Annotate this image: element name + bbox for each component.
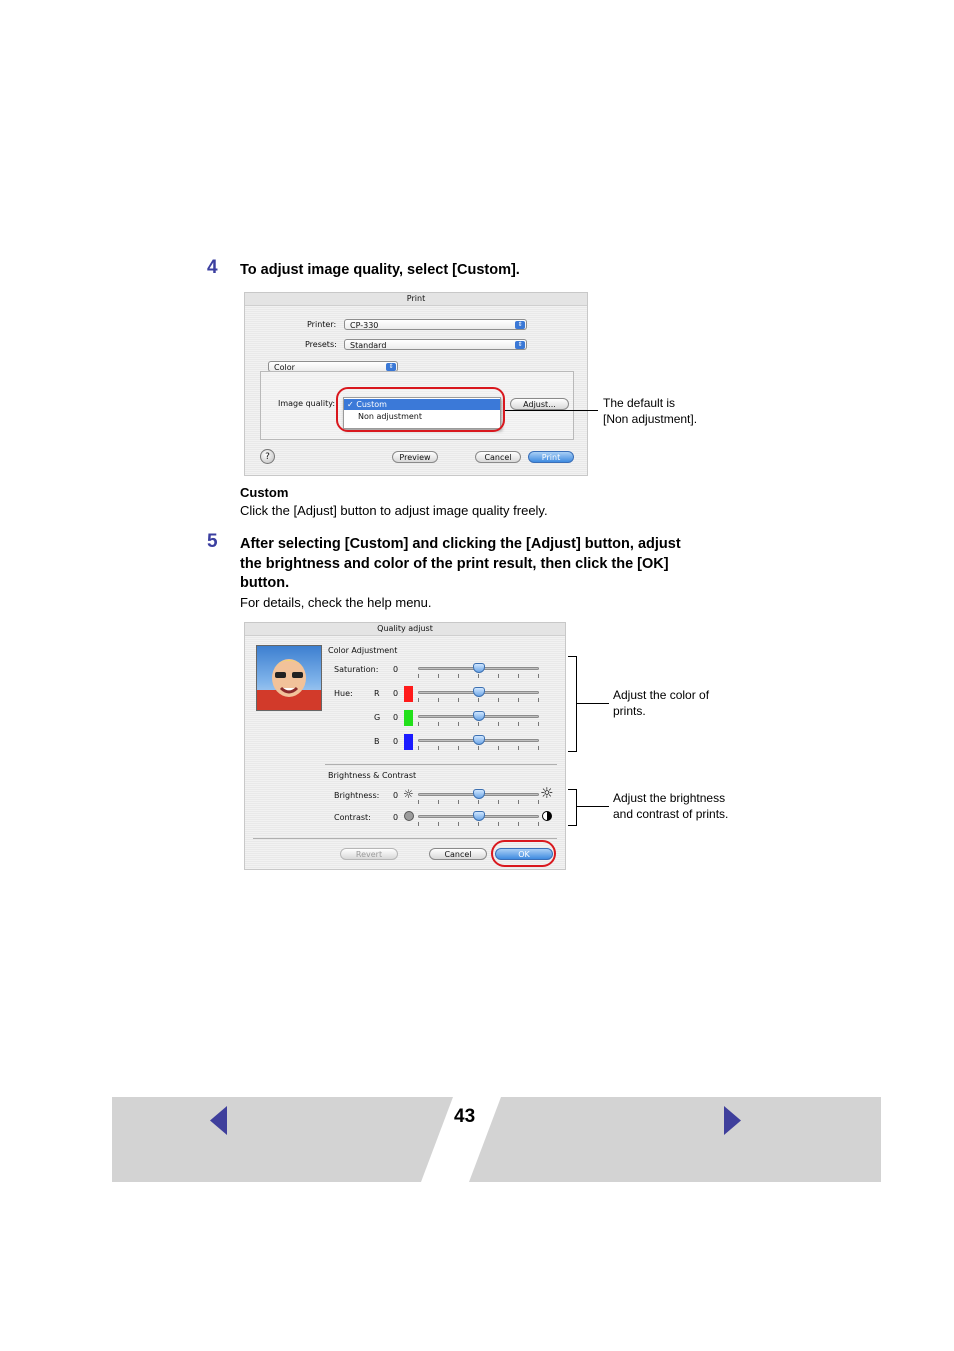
left-arrow-icon[interactable] — [210, 1106, 228, 1135]
brightness-slider[interactable] — [418, 789, 539, 803]
quality-adjust-dialog — [244, 622, 566, 870]
custom-heading: Custom — [240, 485, 289, 500]
color-leader-line — [577, 703, 609, 704]
ok-highlight-ring — [491, 840, 556, 867]
image-quality-label: Image quality: — [278, 399, 336, 408]
slider-thumb[interactable] — [473, 663, 485, 673]
callout-line: The default is — [603, 396, 676, 410]
right-arrow-icon[interactable] — [724, 1106, 742, 1135]
callout-line: Adjust the color of — [613, 688, 710, 702]
presets-value: Standard — [350, 341, 387, 350]
popup-arrows-icon: ⇕ — [386, 363, 396, 371]
step-4-title: To adjust image quality, select [Custom]. — [240, 262, 520, 278]
printer-value: CP-330 — [350, 321, 379, 330]
color-adjustment-heading: Color Adjustment — [328, 646, 398, 655]
panel-value: Color — [274, 363, 295, 372]
print-dialog — [244, 292, 588, 476]
page-number: 43 — [454, 1106, 476, 1127]
child-photo-icon — [257, 646, 321, 710]
contrast-label: Contrast: — [334, 813, 371, 822]
cancel-button[interactable]: Cancel — [429, 848, 487, 860]
presets-label: Presets: — [305, 340, 337, 349]
step-5-title-line: the brightness and color of the print result, then click the [OK] — [240, 555, 669, 572]
hue-r-label: R — [374, 689, 380, 698]
section-divider — [325, 764, 557, 765]
menu-item-non-adjustment[interactable]: Non adjustment — [358, 412, 422, 421]
brightness-contrast-heading: Brightness & Contrast — [328, 771, 417, 780]
adjust-button[interactable]: Adjust... — [510, 398, 569, 410]
hue-g-value: 0 — [393, 713, 399, 722]
saturation-label: Saturation: — [334, 665, 379, 674]
red-swatch — [404, 686, 413, 702]
hue-g-label: G — [374, 713, 381, 722]
brightness-value: 0 — [393, 791, 399, 800]
brightness-leader-line — [577, 806, 609, 807]
step-5-title-line: button. — [240, 575, 290, 591]
custom-description: Click the [Adjust] button to adjust image quality freely. — [240, 503, 548, 518]
brightness-callout — [613, 790, 728, 822]
color-callout — [613, 687, 709, 719]
blue-swatch — [404, 734, 413, 750]
print-dialog-title: Print — [245, 293, 587, 306]
step-5-title — [240, 535, 760, 594]
callout-line: Adjust the brightness — [613, 791, 726, 805]
default-callout — [603, 395, 697, 427]
contrast-high-icon — [542, 811, 552, 821]
footer-divider — [253, 838, 557, 839]
step-5-title-line: After selecting [Custom] and clicking the [Adjust] button, adjust — [240, 536, 681, 552]
contrast-value: 0 — [393, 813, 399, 822]
revert-button[interactable]: Revert — [340, 848, 398, 860]
highlight-ring — [336, 387, 505, 432]
popup-arrows-icon: ⇕ — [515, 341, 525, 349]
preview-button[interactable]: Preview — [392, 451, 438, 463]
help-button[interactable]: ? — [260, 449, 275, 464]
color-bracket — [568, 656, 577, 752]
brightness-label: Brightness: — [334, 791, 380, 800]
green-slider[interactable] — [418, 711, 539, 725]
printer-label: Printer: — [307, 320, 337, 329]
cancel-button[interactable]: Cancel — [475, 451, 521, 463]
callout-line: [Non adjustment]. — [603, 412, 698, 426]
step-5-number: 5 — [207, 531, 218, 552]
sun-bright-icon: ☼ — [540, 784, 554, 802]
ok-button[interactable]: OK — [495, 848, 553, 860]
saturation-slider[interactable] — [418, 663, 539, 677]
printer-popup[interactable] — [344, 319, 527, 330]
callout-line: and contrast of prints. — [613, 807, 729, 821]
presets-popup[interactable] — [344, 339, 527, 350]
preview-photo — [256, 645, 322, 711]
menu-item-custom[interactable]: ✓ Custom — [344, 399, 500, 410]
brightness-bracket — [568, 789, 577, 826]
contrast-low-icon — [404, 811, 414, 821]
hue-b-label: B — [374, 737, 380, 746]
slider-thumb[interactable] — [473, 711, 485, 721]
hue-b-value: 0 — [393, 737, 399, 746]
quality-dialog-title: Quality adjust — [245, 623, 565, 636]
sun-dim-icon: ☼ — [403, 787, 414, 801]
hue-r-value: 0 — [393, 689, 399, 698]
print-button[interactable]: Print — [528, 451, 574, 463]
hue-label: Hue: — [334, 689, 353, 698]
step-4-number: 4 — [207, 257, 218, 278]
slider-thumb[interactable] — [473, 789, 485, 799]
callout-line: prints. — [613, 704, 646, 718]
saturation-value: 0 — [393, 665, 399, 674]
slider-thumb[interactable] — [473, 811, 485, 821]
contrast-slider[interactable] — [418, 811, 539, 825]
popup-arrows-icon: ⇕ — [515, 321, 525, 329]
slider-thumb[interactable] — [473, 735, 485, 745]
green-swatch — [404, 710, 413, 726]
callout-leader-line — [505, 410, 598, 411]
step-5-subtitle: For details, check the help menu. — [240, 595, 432, 610]
slider-thumb[interactable] — [473, 687, 485, 697]
red-slider[interactable] — [418, 687, 539, 701]
blue-slider[interactable] — [418, 735, 539, 749]
